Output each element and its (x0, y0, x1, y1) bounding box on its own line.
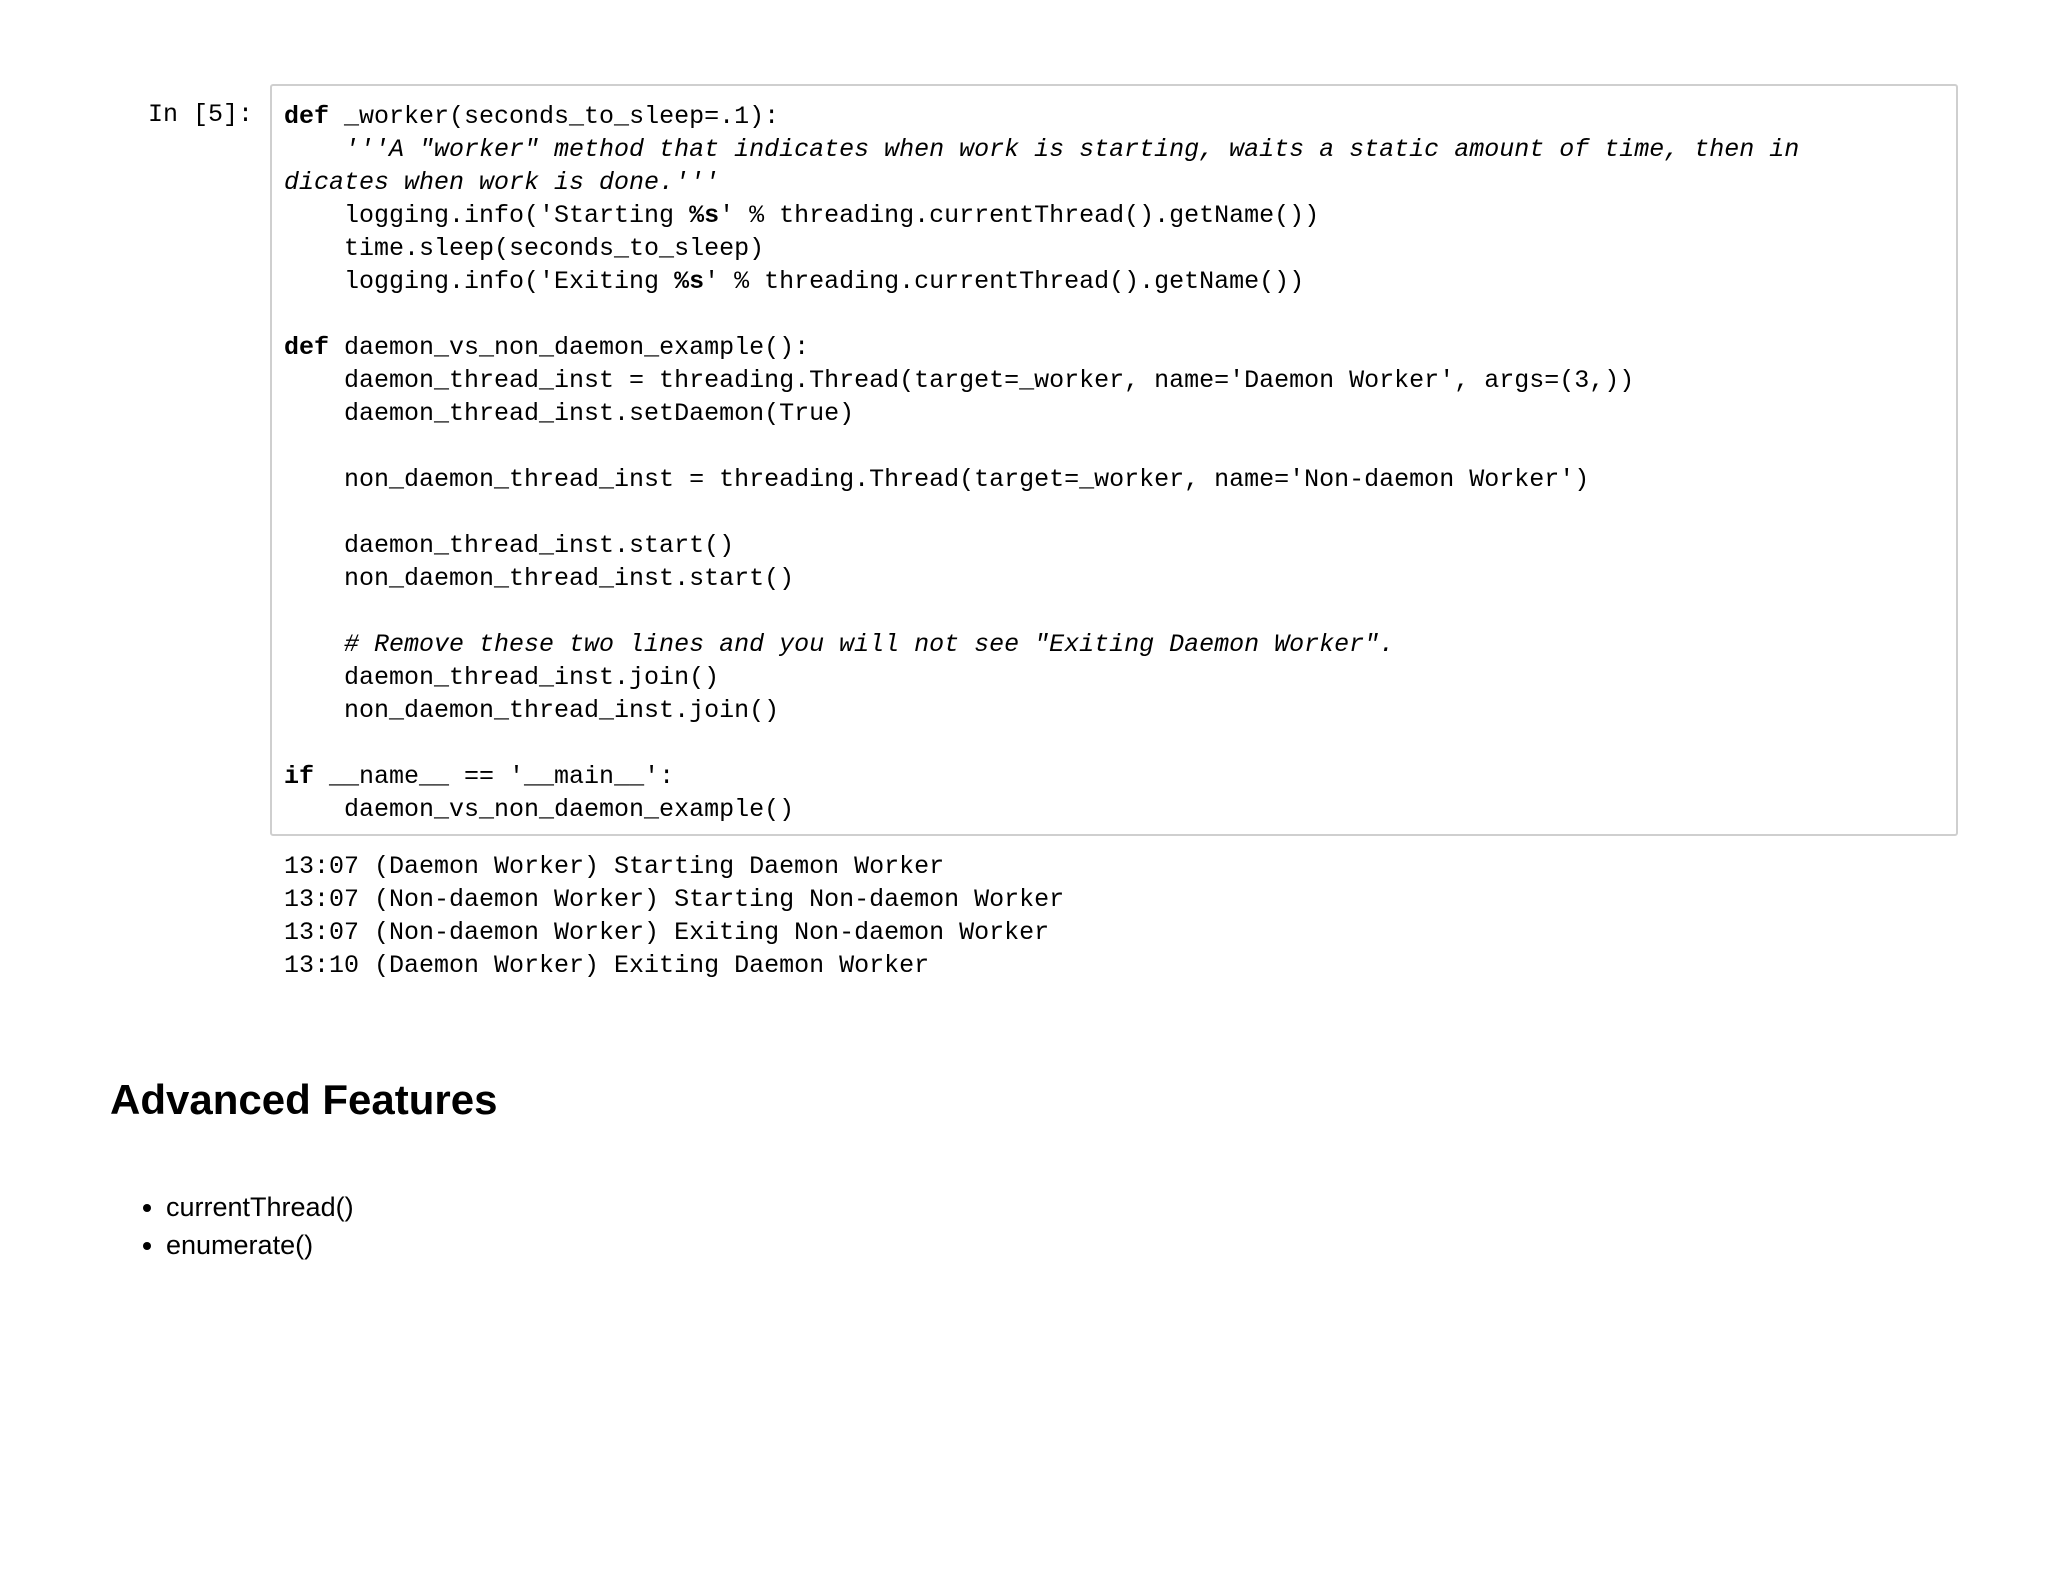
code-line (284, 199, 1948, 232)
code-line (284, 529, 1948, 562)
cell-output (284, 850, 1064, 982)
code-line (284, 793, 1948, 826)
code-line (284, 760, 1948, 793)
code-line (284, 562, 1948, 595)
output-line: 13:07 (Non-daemon Worker) Exiting Non-daemon Worker (284, 918, 1050, 947)
code-token: '''A "worker" method that indicates when work is starting, waits a static amount of time, then in (284, 135, 1800, 164)
code-token: daemon_vs_non_daemon_example(): (329, 333, 810, 362)
feature-list-item: • currentThread() (166, 1188, 354, 1226)
code-token: daemon_thread_inst.join() (284, 663, 720, 692)
code-token: logging.info('Exiting (284, 267, 675, 296)
code-line (284, 496, 1948, 529)
code-line (284, 463, 1948, 496)
code-token: daemon_thread_inst.setDaemon(True) (284, 399, 855, 428)
code-input-area[interactable] (270, 84, 1958, 836)
code-token: logging.info('Starting (284, 201, 690, 230)
code-line (284, 397, 1948, 430)
code-line (284, 100, 1948, 133)
code-token: __name__ == '__main__': (314, 762, 675, 791)
code-token: daemon_thread_inst = threading.Thread(target=_worker, name='Daemon Worker', args=(3,)) (284, 366, 1635, 395)
code-token: non_daemon_thread_inst.join() (284, 696, 780, 725)
output-line: 13:07 (Daemon Worker) Starting Daemon Worker (284, 852, 945, 881)
code-line (284, 298, 1948, 331)
code-line (284, 628, 1948, 661)
cell-prompt: In [5]: (148, 100, 254, 129)
code-token: # Remove these two lines and you will not see "Exiting Daemon Worker". (284, 630, 1395, 659)
code-token: def (284, 102, 330, 131)
code-line (284, 661, 1948, 694)
code-token: ' % threading.currentThread().getName()) (704, 267, 1305, 296)
feature-list-item: • enumerate() (166, 1226, 354, 1264)
code-line (284, 232, 1948, 265)
code-token: %s (674, 267, 705, 296)
code-token: ' % threading.currentThread().getName()) (719, 201, 1320, 230)
code-line (284, 265, 1948, 298)
code-token: def (284, 333, 330, 362)
code-line (284, 694, 1948, 727)
code-line (284, 166, 1948, 199)
code-token: %s (689, 201, 720, 230)
code-token: non_daemon_thread_inst.start() (284, 564, 795, 593)
code-token: _worker(seconds_to_sleep=.1): (329, 102, 780, 131)
code-line (284, 595, 1948, 628)
code-line (284, 727, 1948, 760)
code-token: if (284, 762, 315, 791)
code-token: dicates when work is done.''' (284, 168, 720, 197)
output-line: 13:10 (Daemon Worker) Exiting Daemon Worker (284, 951, 930, 980)
code-block[interactable] (284, 100, 1948, 826)
section-heading: Advanced Features (110, 1076, 498, 1123)
code-token: time.sleep(seconds_to_sleep) (284, 234, 765, 263)
code-token: daemon_vs_non_daemon_example() (284, 795, 795, 824)
code-line (284, 133, 1948, 166)
code-line (284, 364, 1948, 397)
code-line (284, 430, 1948, 463)
feature-list (110, 1188, 354, 1264)
output-line: 13:07 (Non-daemon Worker) Starting Non-daemon Worker (284, 885, 1065, 914)
code-token: daemon_thread_inst.start() (284, 531, 735, 560)
code-line (284, 331, 1948, 364)
code-token: non_daemon_thread_inst = threading.Thread(target=_worker, name='Non-daemon Worker') (284, 465, 1590, 494)
